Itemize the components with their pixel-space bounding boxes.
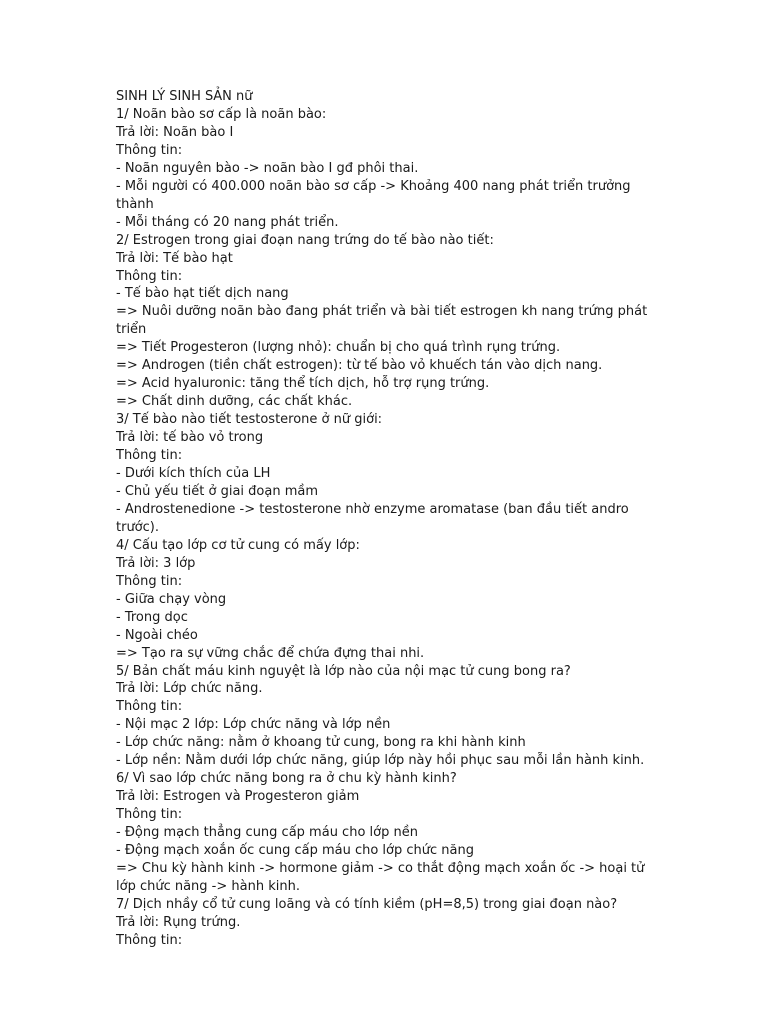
text-line: - Mỗi người có 400.000 noãn bào sơ cấp -> Khoảng 400 nang phát triển trưởng thành: [116, 178, 635, 212]
text-line: => Tạo ra sự vững chắc để chứa đựng thai nhi.: [116, 645, 425, 661]
text-line: Trả lời: Lớp chức năng.: [116, 681, 263, 697]
text-line: - Giữa chạy vòng: [116, 591, 227, 607]
text-line: - Androstenedione -> testosterone nhờ enzyme aromatase (ban đầu tiết andro trước).: [116, 501, 633, 535]
text-line: Thông tin:: [116, 807, 183, 823]
text-line: - Lớp nền: Nằm dưới lớp chức năng, giúp lớp này hồi phục sau mỗi lần hành kinh.: [116, 753, 645, 769]
text-line: => Chu kỳ hành kinh -> hormone giảm -> co thắt động mạch xoắn ốc -> hoại tử lớp chức năng -> hành kinh.: [116, 860, 649, 894]
text-line: 1/ Noãn bào sơ cấp là noãn bào:: [116, 106, 327, 122]
text-line: - Dưới kích thích của LH: [116, 466, 271, 482]
text-line: Trả lời: Estrogen và Progesteron giảm: [116, 789, 360, 805]
text-line: Thông tin:: [116, 573, 183, 589]
text-line: 3/ Tế bào nào tiết testosterone ở nữ giới:: [116, 412, 383, 428]
text-line: => Nuôi dưỡng noãn bào đang phát triển và bài tiết estrogen kh nang trứng phát triển: [116, 304, 652, 338]
text-line: => Chất dinh dưỡng, các chất khác.: [116, 394, 353, 410]
text-line: 6/ Vì sao lớp chức năng bong ra ở chu kỳ hành kinh?: [116, 771, 457, 787]
text-line: - Lớp chức năng: nằm ở khoang tử cung, bong ra khi hành kinh: [116, 735, 526, 751]
text-line: 2/ Estrogen trong giai đoạn nang trứng do tế bào nào tiết:: [116, 232, 494, 248]
text-line: - Mỗi tháng có 20 nang phát triển.: [116, 214, 339, 230]
text-line: - Chủ yếu tiết ở giai đoạn mầm: [116, 483, 319, 499]
text-line: Thông tin:: [116, 932, 183, 948]
text-line: - Động mạch xoắn ốc cung cấp máu cho lớp chức năng: [116, 843, 474, 859]
text-line: - Noãn nguyên bào -> noãn bào I gđ phôi thai.: [116, 160, 419, 176]
text-line: - Tế bào hạt tiết dịch nang: [116, 286, 289, 302]
text-line: Trả lời: 3 lớp: [116, 555, 196, 571]
text-line: Thông tin:: [116, 448, 183, 464]
text-line: - Ngoài chéo: [116, 627, 198, 643]
text-line: 5/ Bản chất máu kinh nguyệt là lớp nào của nội mạc tử cung bong ra?: [116, 663, 571, 679]
text-line: - Nội mạc 2 lớp: Lớp chức năng và lớp nền: [116, 717, 391, 733]
text-line: 7/ Dịch nhầy cổ tử cung loãng và có tính kiềm (pH=8,5) trong giai đoạn nào?: [116, 896, 618, 912]
text-line: Trả lời: Rụng trứng.: [116, 914, 241, 930]
text-line: => Androgen (tiền chất estrogen): từ tế bào vỏ khuếch tán vào dịch nang.: [116, 358, 603, 374]
text-line: 4/ Cấu tạo lớp cơ tử cung có mấy lớp:: [116, 537, 360, 553]
text-line: Trả lời: Tế bào hạt: [116, 250, 233, 266]
text-line: SINH LÝ SINH SẢN nữ: [116, 89, 253, 104]
text-line: Trả lời: tế bào vỏ trong: [116, 430, 264, 446]
text-line: Thông tin:: [116, 142, 183, 158]
text-line: Thông tin:: [116, 268, 183, 284]
text-line: Thông tin:: [116, 699, 183, 715]
document-body: [116, 88, 656, 950]
text-line: => Acid hyaluronic: tăng thể tích dịch, hỗ trợ rụng trứng.: [116, 376, 490, 392]
text-line: - Động mạch thẳng cung cấp máu cho lớp nền: [116, 825, 418, 841]
text-line: Trả lời: Noãn bào I: [116, 124, 234, 140]
text-line: => Tiết Progesteron (lượng nhỏ): chuẩn bị cho quá trình rụng trứng.: [116, 340, 561, 356]
text-line: - Trong dọc: [116, 609, 188, 625]
